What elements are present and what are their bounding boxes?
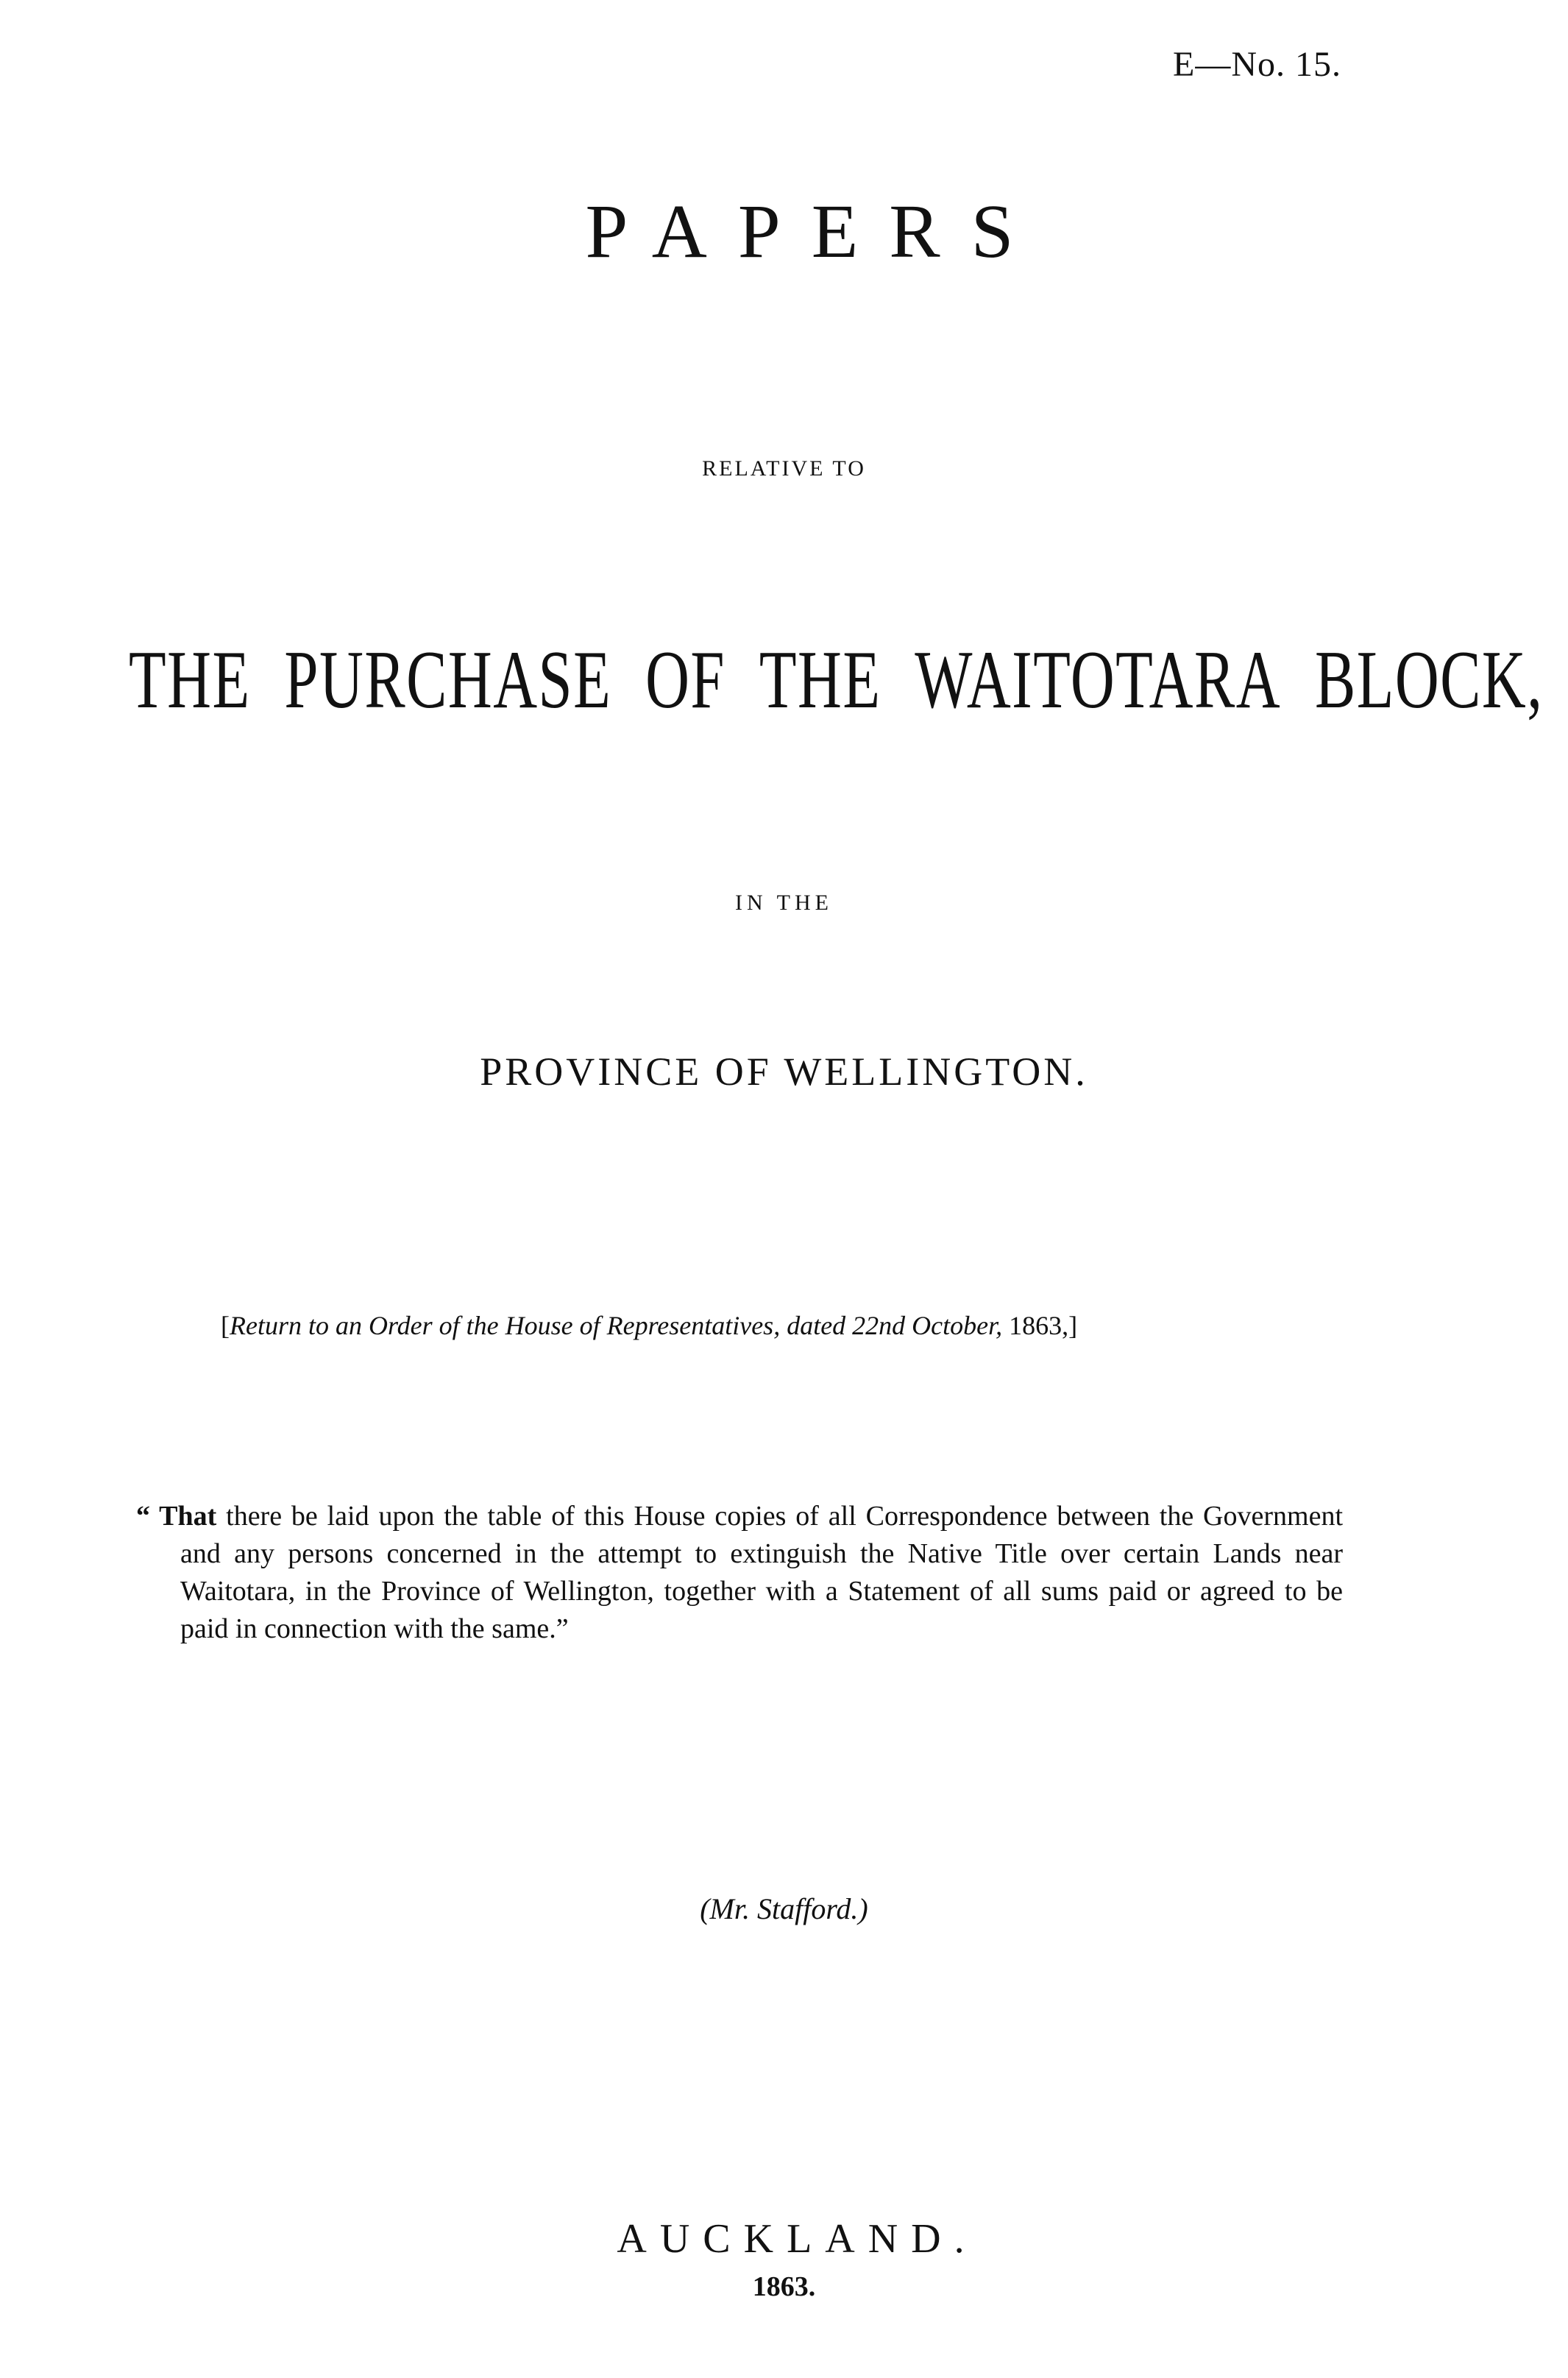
title-word: BLOCK, bbox=[1314, 634, 1544, 726]
mover-name: (Mr. Stafford.) bbox=[700, 1892, 868, 1925]
return-order-text: Return to an Order of the House of Representatives, dated 22nd October, bbox=[230, 1311, 1003, 1340]
papers-heading: PAPERS bbox=[585, 189, 1045, 274]
motion-quote bbox=[136, 1498, 1343, 1648]
motion-lead: “ That bbox=[136, 1501, 217, 1532]
province-heading: PROVINCE OF WELLINGTON. bbox=[480, 1050, 1088, 1094]
title-word: OF bbox=[645, 634, 726, 726]
place-of-publication: AUCKLAND. bbox=[617, 2216, 978, 2262]
title-word: THE bbox=[759, 634, 881, 726]
title-word: WAITOTARA bbox=[915, 634, 1282, 726]
return-order-year: 1863,] bbox=[1002, 1311, 1078, 1340]
title-word: THE bbox=[129, 634, 251, 726]
motion-paragraph bbox=[136, 1498, 1343, 1648]
relative-to-label: RELATIVE TO bbox=[702, 456, 866, 481]
main-title bbox=[129, 633, 1544, 728]
publication-year: 1863. bbox=[752, 2271, 816, 2302]
bracket-open: [ bbox=[221, 1311, 230, 1340]
document-number: E—No. 15. bbox=[1173, 45, 1341, 84]
motion-body: there be laid upon the table of this House copies of all Correspondence between the Government and any persons concerned in the attempt to extinguish the Native Title over certain Lands near Waitotara, in the Province of Wellington, together with a Statement of all sums paid or agreed to be paid in connection with the same.” bbox=[180, 1501, 1343, 1644]
in-the-label: IN THE bbox=[735, 891, 833, 915]
title-word: PURCHASE bbox=[284, 634, 612, 726]
return-order-line bbox=[221, 1310, 1251, 1341]
